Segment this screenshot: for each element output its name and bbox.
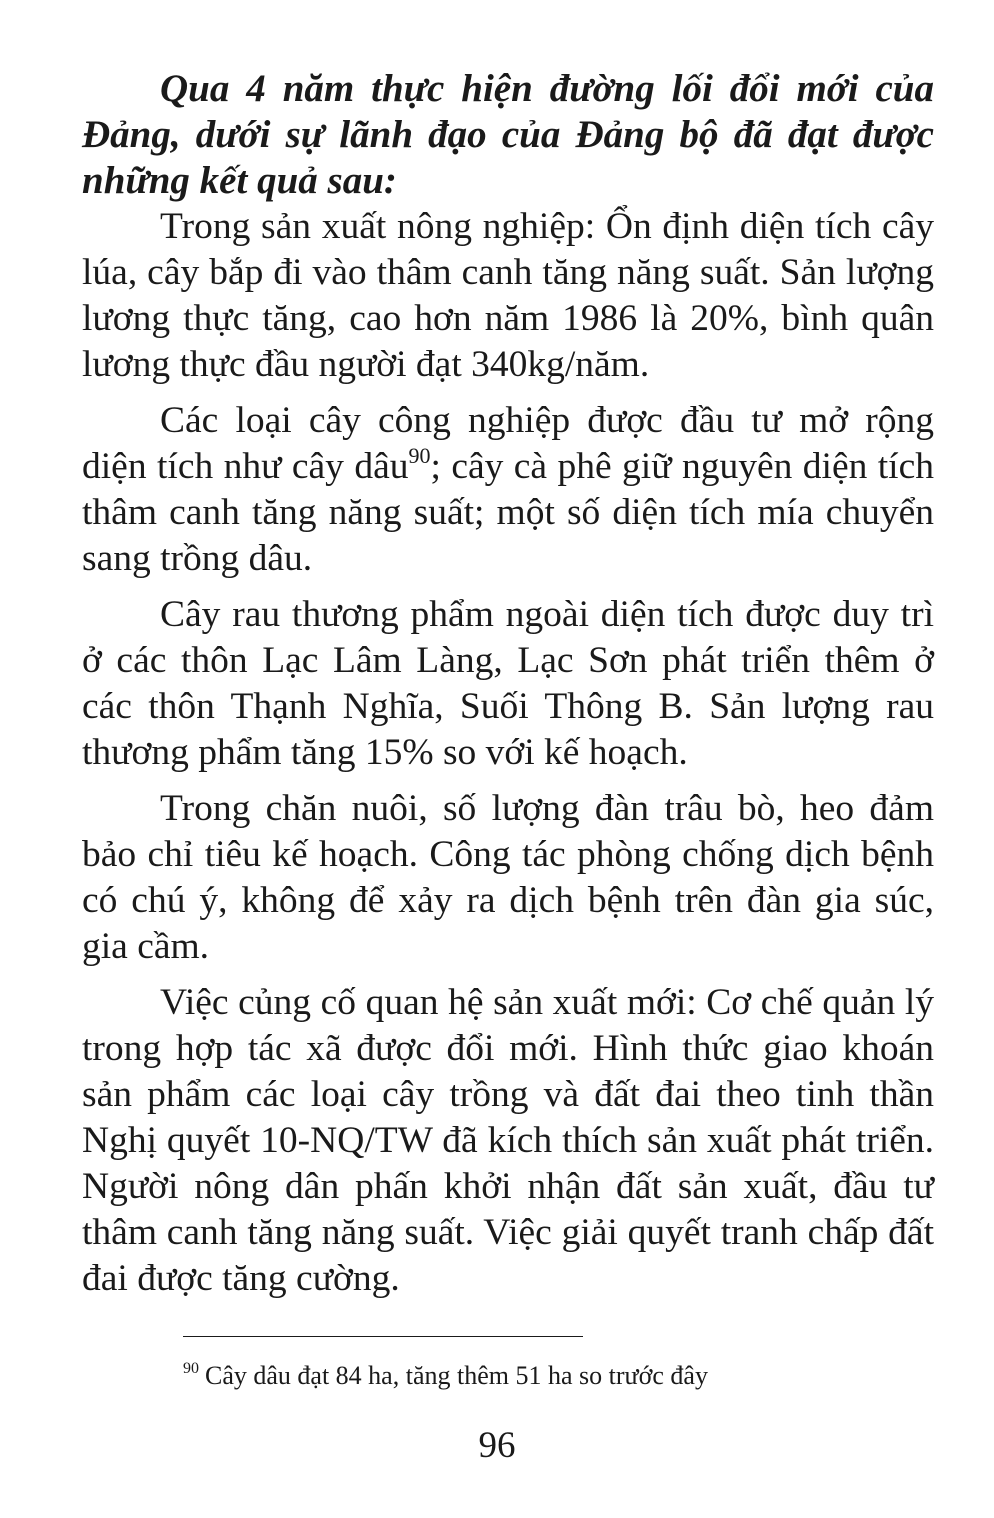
paragraph-industrial-crops [82,398,934,582]
paragraph-text: Các loại cây công nghiệp được đầu tư mở rộng diện tích như cây dâu [82,400,934,487]
footnote-number: 90 [183,1360,199,1377]
paragraph-production-relations: Việc củng cố quan hệ sản xuất mới: Cơ chế quản lý trong hợp tác xã được đổi mới. Hình thức giao khoán sản phẩm các loại cây trồng và đất đai theo tinh thần Nghị quyết 10-NQ/TW đã kích thích sản xuất phát triển. Người nông dân phấn khởi nhận đất sản xuất, đầu tư thâm canh tăng năng suất. Việc giải quyết tranh chấp đất đai được tăng cường. [82,982,934,1299]
page-number: 96 [478,1425,516,1466]
paragraph-agriculture: Trong sản xuất nông nghiệp: Ổn định diện tích cây lúa, cây bắp đi vào thâm canh tăng năng suất. Sản lượng lương thực tăng, cao hơn năm 1986 là 20%, bình quân lương thực đầu người đạt 340kg/năm. [82,206,934,385]
paragraph-text: ; cây cà phê giữ nguyên diện tích thâm canh tăng năng suất; một số diện tích mía chuyển sang trồng dâu. [82,446,934,579]
page-body [82,66,934,1312]
footnote-reference: 90 [408,443,431,468]
footnote-divider [183,1336,583,1337]
section-heading: Qua 4 năm thực hiện đường lối đổi mới của Đảng, dưới sự lãnh đạo của Đảng bộ đã đạt được những kết quả sau: [82,67,934,202]
paragraph-livestock: Trong chăn nuôi, số lượng đàn trâu bò, heo đảm bảo chỉ tiêu kế hoạch. Công tác phòng chống dịch bệnh có chú ý, không để xảy ra dịch bệnh trên đàn gia súc, gia cầm. [82,788,934,967]
paragraph-vegetables: Cây rau thương phẩm ngoài diện tích được duy trì ở các thôn Lạc Lâm Làng, Lạc Sơn phát triển thêm ở các thôn Thạnh Nghĩa, Suối Thông B. Sản lượng rau thương phẩm tăng 15% so với kế hoạch. [82,594,934,773]
footnote-text: Cây dâu đạt 84 ha, tăng thêm 51 ha so trước đây [205,1361,708,1390]
footnote [183,1360,883,1392]
